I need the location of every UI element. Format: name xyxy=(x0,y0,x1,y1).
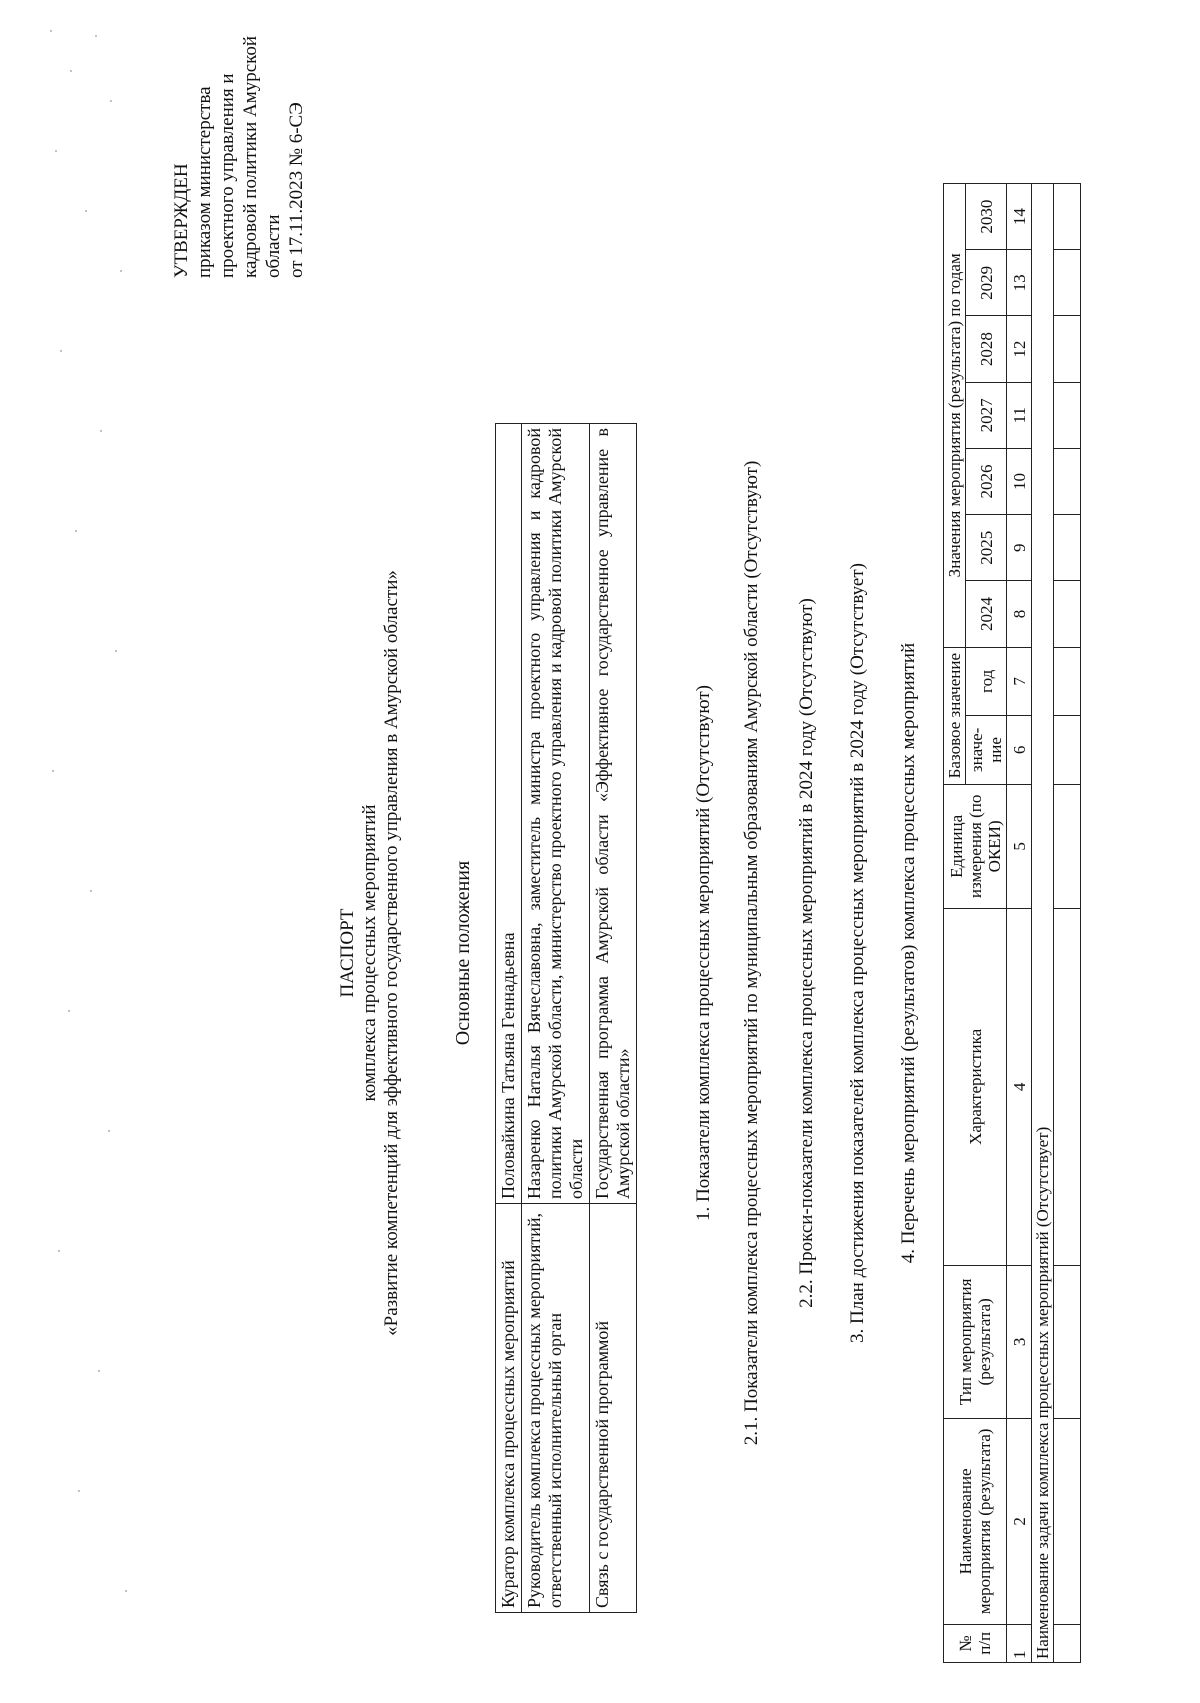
table-row xyxy=(590,424,637,1613)
table-row xyxy=(1054,184,1081,1663)
column-number: 14 xyxy=(1007,184,1032,250)
section-3-heading: 3. План достижения показателей комплекса процессных мероприятий в 2024 году (Отсутствует) xyxy=(847,563,868,1343)
table-cell xyxy=(1054,1419,1081,1625)
column-number: 5 xyxy=(1007,784,1032,908)
header-year: 2027 xyxy=(966,382,1007,448)
column-number: 7 xyxy=(1007,647,1032,716)
table-cell xyxy=(1054,515,1081,581)
approval-line: приказом министерства xyxy=(194,86,215,278)
table-cell xyxy=(1054,1624,1081,1662)
task-row xyxy=(1032,184,1054,1663)
header-type: Тип мероприятия (результата) xyxy=(944,1265,1007,1418)
approval-line: области xyxy=(263,214,284,278)
header-year: 2025 xyxy=(966,515,1007,581)
column-number: 3 xyxy=(1007,1265,1032,1418)
column-number: 4 xyxy=(1007,909,1032,1266)
header-unit: Единица измерения (по ОКЕИ) xyxy=(944,784,1007,908)
table-cell xyxy=(1054,647,1081,716)
document-title xyxy=(337,403,403,1503)
title-main: ПАСПОРТ xyxy=(337,908,358,998)
approval-line: УТВЕРЖДЕН xyxy=(171,163,192,278)
title-line-3: «Развитие компетенций для эффективного государственного управления в Амурской области» xyxy=(381,570,402,1336)
header-year: 2028 xyxy=(966,316,1007,382)
approval-stamp xyxy=(170,18,308,278)
column-number: 6 xyxy=(1007,716,1032,785)
header-base-value: значе-ние xyxy=(966,716,1007,785)
header-characteristic: Характеристика xyxy=(944,909,1007,1266)
basic-provisions-heading: Основные положения xyxy=(452,860,474,1046)
row-value: Государственная программа Амурской области «Эффективное государственное управление в Амурской области» xyxy=(590,424,637,1204)
task-row-label: Наименование задачи комплекса процессных мероприятий (Отсутствует) xyxy=(1032,184,1054,1663)
column-number: 12 xyxy=(1007,316,1032,382)
column-number: 10 xyxy=(1007,448,1032,514)
approval-line: от 17.11.2023 № 6-СЭ xyxy=(286,102,307,278)
table-cell xyxy=(1054,448,1081,514)
table-cell xyxy=(1054,184,1081,250)
table-cell xyxy=(1054,250,1081,316)
column-number: 9 xyxy=(1007,515,1032,581)
row-value: Назаренко Наталья Вячеславовна, заместитель министра проектного управления и кадровой политики Амурской области, министерство проектного управления и кадровой политики Амурской области xyxy=(522,424,590,1204)
column-numbers-row xyxy=(1007,184,1032,1663)
row-label: Руководитель комплекса процессных мероприятий, ответственный исполнительный орган xyxy=(522,1204,590,1613)
row-label: Связь с государственной программой xyxy=(590,1204,637,1613)
table-cell xyxy=(1054,382,1081,448)
section-4-heading: 4. Перечень мероприятий (результатов) комплекса процессных мероприятий xyxy=(898,642,919,1264)
approval-line: кадровой политики Амурской xyxy=(240,35,261,278)
column-number: 1 xyxy=(1007,1624,1032,1662)
header-num: № п/п xyxy=(944,1624,1007,1662)
table-cell xyxy=(1054,909,1081,1266)
header-year: 2030 xyxy=(966,184,1007,250)
table-row xyxy=(522,424,590,1613)
column-number: 8 xyxy=(1007,581,1032,647)
header-row xyxy=(944,184,966,1663)
column-number: 11 xyxy=(1007,382,1032,448)
header-year: 2026 xyxy=(966,448,1007,514)
table-cell xyxy=(1054,784,1081,908)
row-label: Куратор комплекса процессных мероприятий xyxy=(496,1204,522,1613)
header-name: Наименование мероприятия (результата) xyxy=(944,1419,1007,1625)
header-year: 2024 xyxy=(966,581,1007,647)
section-2-2-heading: 2.2. Прокси-показатели комплекса процессных мероприятий в 2024 году (Отсутствуют) xyxy=(796,598,817,1308)
table-row xyxy=(496,424,522,1613)
table-cell xyxy=(1054,316,1081,382)
section-1-heading: 1. Показатели комплекса процессных мероприятий (Отсутствуют) xyxy=(693,685,714,1221)
table-cell xyxy=(1054,581,1081,647)
header-by-years: Значения мероприятия (результата) по годам xyxy=(944,184,966,648)
table-cell xyxy=(1054,716,1081,785)
header-year: 2029 xyxy=(966,250,1007,316)
table-cell xyxy=(1054,1265,1081,1418)
header-base-year: год xyxy=(966,647,1007,716)
events-table xyxy=(943,183,1081,1663)
row-value: Половайкина Татьяна Геннадьевна xyxy=(496,424,522,1204)
column-number: 13 xyxy=(1007,250,1032,316)
basic-provisions-table xyxy=(495,423,637,1613)
approval-line: проектного управления и xyxy=(217,73,238,278)
header-base: Базовое значение xyxy=(944,647,966,784)
title-line-2: комплекса процессных мероприятий xyxy=(359,804,380,1102)
section-2-1-heading: 2.1. Показатели комплекса процессных мероприятий по муниципальным образованиям Амурской области (Отсутствуют) xyxy=(741,460,762,1446)
column-number: 2 xyxy=(1007,1419,1032,1625)
